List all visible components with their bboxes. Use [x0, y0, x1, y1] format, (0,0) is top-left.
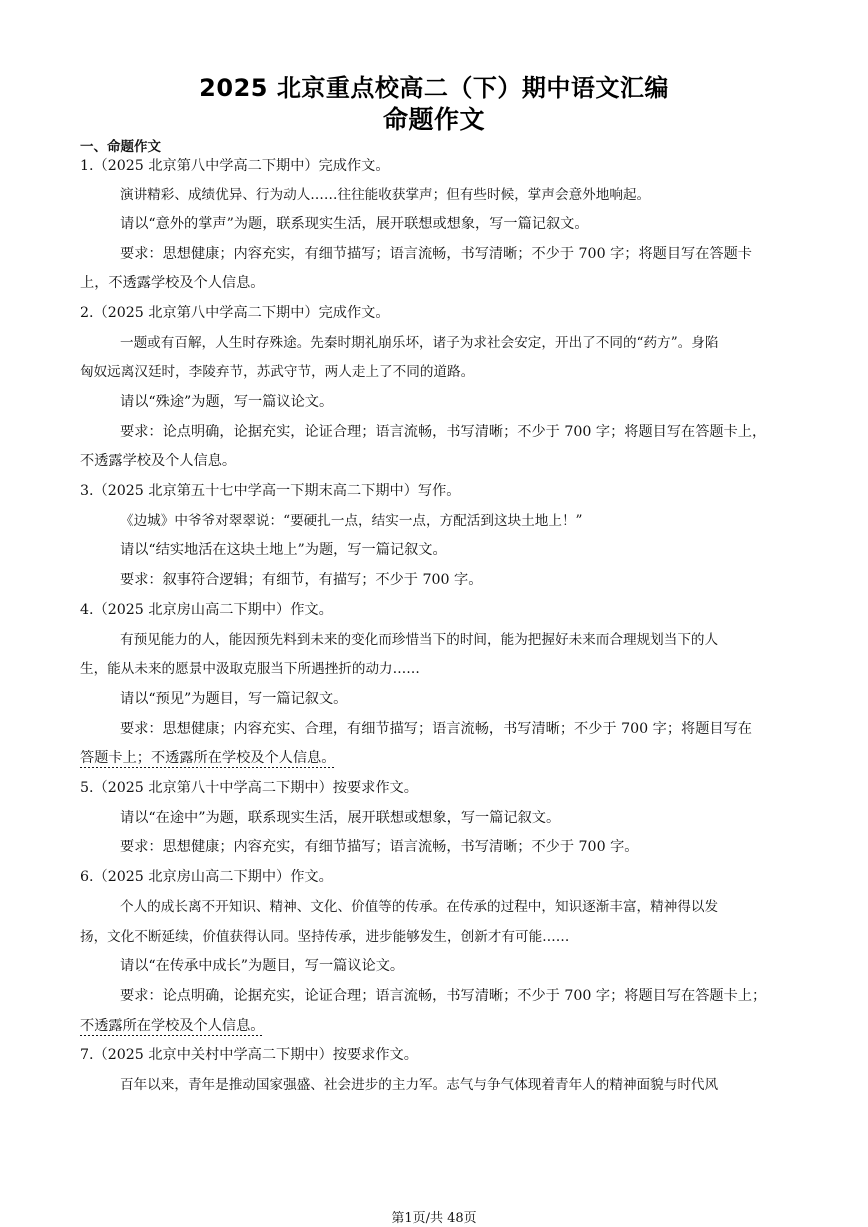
question-6-prompt: 个人的成长离不开知识、精神、文化、价值等的传承。在传承的过程中，知识逐渐丰富，精神得以发	[120, 899, 719, 915]
question-1-requirements: 要求：思想健康；内容充实，有细节描写；语言流畅，书写清晰；不少于 700 字；将题目写在答题卡	[120, 246, 752, 262]
question-3-prompt: 《边城》中爷爷对翠翠说：“要硬扎一点，结实一点，方配活到这块土地上！”	[120, 513, 583, 529]
question-1-header: 1.（2025 北京第八中学高二下期中）完成作文。	[80, 158, 390, 174]
document-title: 2025 北京重点校高二（下）期中语文汇编	[199, 74, 669, 102]
question-6-prompt-cont: 扬，文化不断延续，价值获得认同。坚持传承，进步能够发生，创新才有可能……	[80, 929, 570, 945]
question-5-header: 5.（2025 北京第八十中学高二下期中）按要求作文。	[80, 780, 418, 796]
question-2-requirements-cont: 不透露学校及个人信息。	[80, 453, 237, 469]
question-1-prompt: 演讲精彩、成绩优异、行为动人……往往能收获掌声；但有些时候，掌声会意外地响起。	[120, 187, 651, 203]
question-5-requirements: 要求：思想健康；内容充实，有细节描写；语言流畅，书写清晰；不少于 700 字。	[120, 839, 639, 855]
question-5-instruction: 请以“在途中”为题，联系现实生活，展开联想或想象，写一篇记叙文。	[120, 810, 561, 826]
question-4-prompt-cont: 生，能从未来的愿景中汲取克服当下所遇挫折的动力……	[80, 661, 420, 677]
emphasis-text: 答题卡上；不透露所在学校及个人信息。	[80, 750, 336, 766]
question-3-header: 3.（2025 北京第五十七中学高一下期末高二下期中）写作。	[80, 483, 461, 499]
question-7-header: 7.（2025 北京中关村中学高二下期中）按要求作文。	[80, 1047, 418, 1063]
question-3-instruction: 请以“结实地活在这块土地上”为题，写一篇记叙文。	[120, 542, 447, 558]
question-1-requirements-cont: 上，不透露学校及个人信息。	[80, 275, 265, 291]
question-4-requirements-cont	[80, 748, 792, 768]
question-2-requirements: 要求：论点明确，论据充实，论证合理；语言流畅，书写清晰；不少于 700 字；将题目写在答题卡上，	[120, 424, 767, 440]
emphasis-text: 不透露所在学校及个人信息。	[80, 1018, 265, 1034]
question-2-header: 2.（2025 北京第八中学高二下期中）完成作文。	[80, 305, 390, 321]
question-1-instruction: 请以“意外的掌声”为题，联系现实生活，展开联想或想象，写一篇记叙文。	[120, 216, 589, 232]
question-7-prompt: 百年以来，青年是推动国家强盛、社会进步的主力军。志气与争气体现着青年人的精神面貌与时代风	[120, 1077, 719, 1093]
question-4-header: 4.（2025 北京房山高二下期中）作文。	[80, 602, 333, 618]
question-4-requirements: 要求：思想健康；内容充实、合理，有细节描写；语言流畅，书写清晰；不少于 700 字；将题目写在	[120, 721, 752, 737]
question-4-prompt: 有预见能力的人，能因预先料到未来的变化而珍惜当下的时间，能为把握好未来而合理规划当下的人	[120, 632, 719, 648]
question-4-instruction: 请以“预见”为题目，写一篇记叙文。	[120, 691, 348, 707]
document-subtitle: 命题作文	[382, 105, 485, 134]
page-footer: 第1页/共 48页	[391, 1211, 477, 1226]
question-2-instruction: 请以“殊途”为题，写一篇议论文。	[120, 394, 334, 410]
question-3-requirements: 要求：叙事符合逻辑；有细节，有描写；不少于 700 字。	[120, 572, 483, 588]
question-2-prompt: 一题或有百解，人生时存殊途。先秦时期礼崩乐坏，诸子为求社会安定，开出了不同的“药方”。身陷	[120, 335, 719, 351]
question-6-requirements-cont	[80, 1016, 792, 1036]
question-6-requirements: 要求：论点明确，论据充实，论证合理；语言流畅，书写清晰；不少于 700 字；将题目写在答题卡上；	[120, 988, 767, 1004]
question-6-header: 6.（2025 北京房山高二下期中）作文。	[80, 869, 333, 885]
question-6-instruction: 请以“在传承中成长”为题目，写一篇议论文。	[120, 958, 405, 974]
section-heading: 一、命题作文	[80, 139, 161, 155]
question-2-prompt-cont: 匈奴远离汉廷时，李陵弃节，苏武守节，两人走上了不同的道路。	[80, 364, 475, 380]
